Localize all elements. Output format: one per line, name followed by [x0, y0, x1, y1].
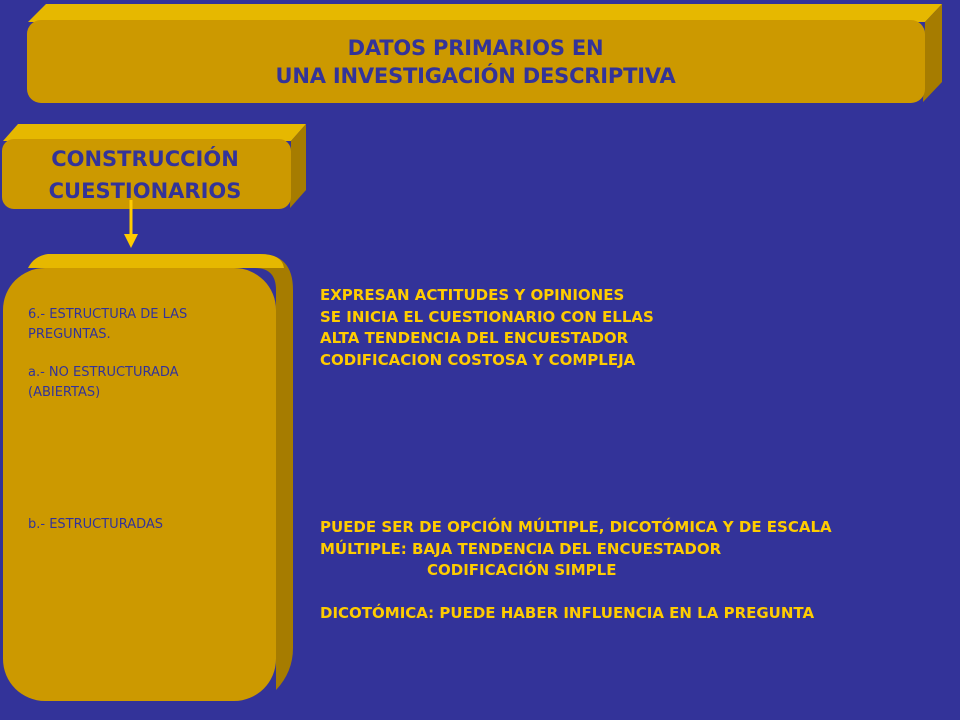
no-estructurada-line: SE INICIA EL CUESTIONARIO CON ELLAS — [320, 307, 654, 326]
card-top-face — [28, 254, 284, 268]
no-estructurada-line: CODIFICACION COSTOSA Y COMPLEJA — [320, 350, 636, 369]
no-estructurada-notes — [320, 285, 950, 371]
card-item-b — [28, 515, 274, 535]
estructuradas-line4: DICOTÓMICA: PUEDE HABER INFLUENCIA EN LA PREGUNTA — [320, 604, 815, 622]
card-heading — [28, 305, 274, 345]
card-heading-line1: 6.- ESTRUCTURA DE LAS — [28, 307, 188, 322]
page-title — [28, 34, 923, 90]
section-box-top-face — [3, 124, 306, 141]
page-title-line2: UNA INVESTIGACIÓN DESCRIPTIVA — [275, 64, 676, 88]
page-title-line1: DATOS PRIMARIOS EN — [347, 36, 604, 60]
estructuradas-spacer — [320, 582, 950, 604]
section-title — [2, 143, 288, 207]
title-banner-top-face — [28, 4, 942, 22]
no-estructurada-line: ALTA TENDENCIA DEL ENCUESTADOR — [320, 329, 629, 347]
down-arrow-head — [124, 234, 138, 248]
estructuradas-line3: CODIFICACIÓN SIMPLE — [427, 561, 617, 579]
card-item-b-line1: b.- ESTRUCTURADAS — [28, 517, 164, 532]
estructuradas-notes — [320, 517, 950, 625]
estructuradas-line2: MÚLTIPLE: BAJA TENDENCIA DEL ENCUESTADOR — [320, 539, 722, 558]
estructuradas-line1: PUEDE SER DE OPCIÓN MÚLTIPLE, DICOTÓMICA Y DE ESCALA — [320, 518, 832, 536]
card-item-a — [28, 363, 274, 403]
section-title-line1: CONSTRUCCIÓN — [51, 147, 239, 171]
section-title-line2: CUESTIONARIOS — [48, 179, 242, 203]
card-heading-line2: PREGUNTAS. — [28, 327, 111, 342]
card-item-a-line2: (ABIERTAS) — [28, 385, 101, 400]
card-item-a-line1: a.- NO ESTRUCTURADA — [28, 365, 179, 380]
no-estructurada-line: EXPRESAN ACTITUDES Y OPINIONES — [320, 286, 625, 304]
